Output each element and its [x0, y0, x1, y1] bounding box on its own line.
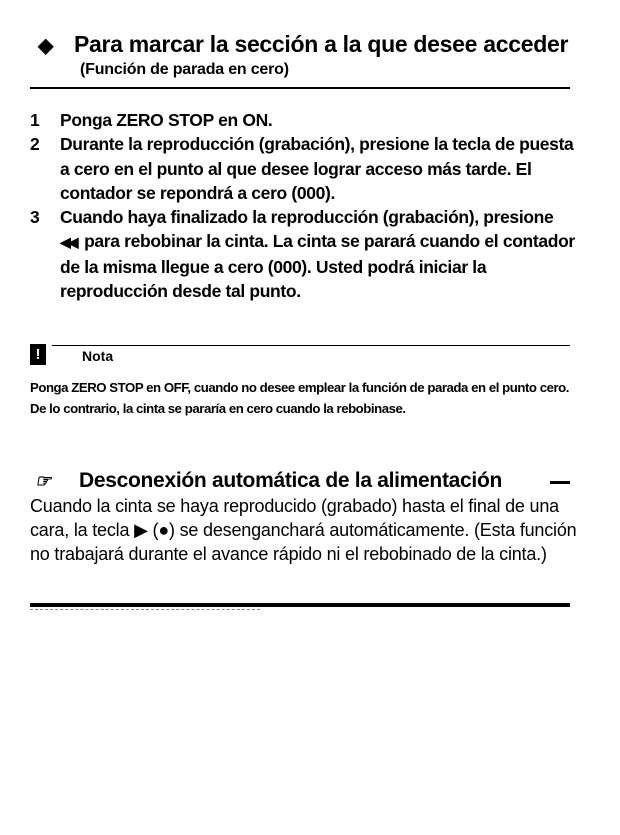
step-text: Durante la reproducción (grabación), presione la tecla de puesta a cero en el punto al que desee lograr acceso más tarde. El contador se repondrá a cero (000). [60, 134, 574, 203]
section-title-text: Para marcar la sección a la que desee acceder [74, 31, 569, 57]
step-text-before: Cuando haya finalizado la reproducción (grabación), presione [60, 207, 554, 228]
step-number: 1 [30, 110, 40, 130]
auto-power-off-body [30, 494, 590, 566]
title-dash [550, 481, 570, 484]
note-divider [52, 345, 570, 346]
step-text-after: para rebobinar la cinta. La cinta se parará cuando el contador de la misma llegue a cero (000). Usted podrá iniciar la reproducción desde tal punto. [60, 231, 575, 302]
section-subtitle: (Función de parada en cero) [80, 61, 289, 78]
divider-bottom [30, 603, 570, 607]
note-label: Nota [82, 348, 114, 364]
step-number: 2 [30, 134, 40, 155]
step-number: 3 [30, 207, 40, 228]
record-icon: (●) [152, 520, 175, 540]
auto-body-before: Cuando la cinta se haya reproducido (grabado) hasta el final de una cara, la tecla [30, 496, 559, 540]
diamond-bullet-icon: ◆ [38, 35, 54, 57]
steps-list [30, 108, 575, 303]
pointing-hand-icon: ☞ [35, 471, 51, 491]
step-item [30, 108, 575, 132]
auto-body-after: se desenganchará automáticamente. (Esta función no trabajará durante el avance rápido ni el rebobinado de la cinta.) [30, 520, 577, 564]
scan-artifact-line [30, 609, 260, 611]
note-exclamation-icon: ! [30, 344, 46, 365]
step-item [30, 205, 575, 303]
auto-title-text: Desconexión automática de la alimentación [79, 469, 502, 492]
step-text: Ponga ZERO STOP en ON. [60, 110, 273, 130]
section-title [38, 30, 578, 60]
step-item [30, 132, 575, 205]
auto-power-off-title [35, 468, 580, 494]
note-text: Ponga ZERO STOP en OFF, cuando no desee emplear la función de parada en el punto cero. De lo contrario, la cinta se pararía en cero cuando la rebobinase. [30, 380, 569, 416]
play-icon: ▶ [134, 520, 148, 540]
rewind-icon: ◀◀ [60, 234, 76, 251]
divider-top [30, 87, 570, 89]
